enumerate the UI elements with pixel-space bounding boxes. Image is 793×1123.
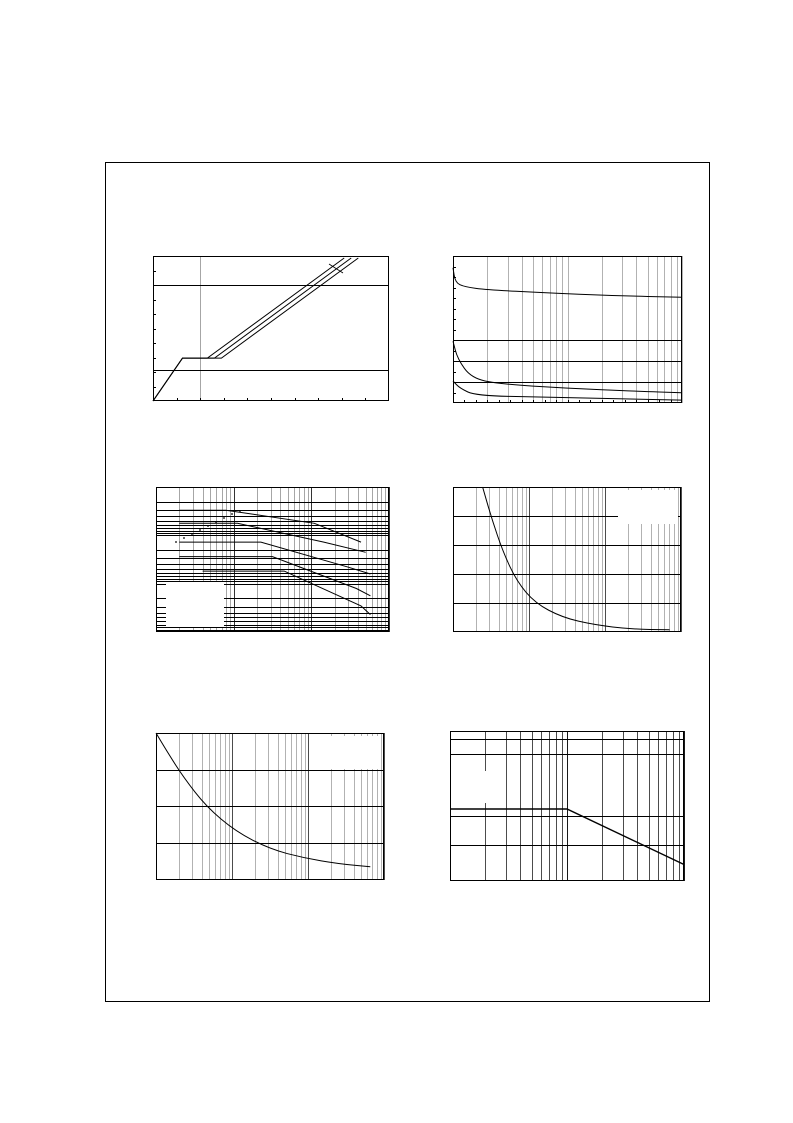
chart3-dot	[191, 533, 193, 535]
chart3-dot	[183, 537, 185, 539]
chart1-line-1	[153, 258, 344, 401]
chart3-dot	[175, 541, 177, 543]
chart3-line-1	[179, 510, 361, 542]
chart3-line-5	[203, 571, 371, 615]
chart5-label-mask	[323, 736, 381, 769]
chart4-label-mask	[618, 490, 678, 524]
chart-panel-6	[450, 731, 684, 881]
chart3-dot	[231, 513, 233, 515]
chart3-dot	[207, 525, 209, 527]
chart1-line-2	[153, 258, 351, 401]
chart3-dot	[199, 529, 201, 531]
chart-panel-3	[156, 487, 389, 632]
chart3-dot	[215, 521, 217, 523]
chart3-dot	[239, 510, 241, 512]
plot-frame	[154, 257, 389, 401]
chart-panel-2	[453, 256, 682, 403]
chart3-label-mask	[166, 582, 224, 627]
chart1-line-3	[153, 258, 358, 401]
chart-panel-1	[153, 256, 389, 401]
chart3-dot	[223, 517, 225, 519]
chart3-line-2	[179, 523, 365, 552]
chart6-label-mask	[456, 771, 492, 803]
chart-panel-4	[453, 487, 681, 632]
chart-panel-5	[156, 733, 384, 880]
